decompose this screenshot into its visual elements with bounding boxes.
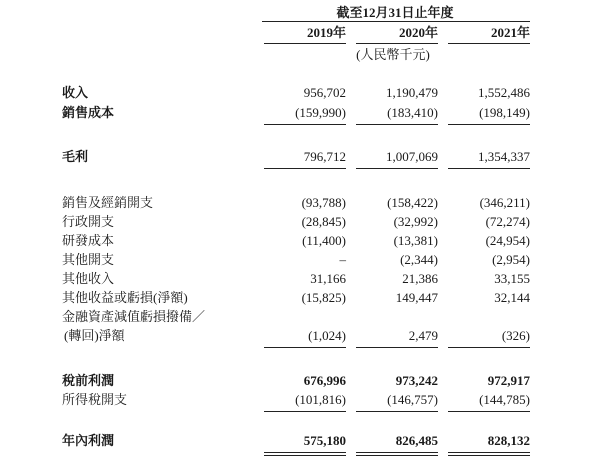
cell-other-income-2019: 31,166 bbox=[310, 271, 346, 286]
year-2020-header: 2020年 bbox=[398, 25, 438, 40]
row-label-gross-profit: 毛利 bbox=[62, 149, 89, 164]
total-double-rule bbox=[356, 452, 438, 453]
total-double-rule bbox=[264, 452, 346, 453]
cell-impairment-2019: (1,024) bbox=[308, 328, 346, 343]
row-label-profit-for-year: 年內利潤 bbox=[62, 433, 115, 448]
row-label-selling-distribution: 銷售及經銷開支 bbox=[62, 195, 154, 210]
row-label-admin: 行政開支 bbox=[62, 214, 115, 229]
row-label-other-income: 其他收入 bbox=[62, 271, 115, 286]
cell-admin-2020: (32,992) bbox=[393, 214, 438, 229]
cell-cost-of-sales-2019: (159,990) bbox=[295, 105, 346, 120]
subtotal-rule bbox=[356, 411, 438, 412]
unit-label: (人民幣千元) bbox=[356, 47, 430, 62]
cell-rnd-2019: (11,400) bbox=[302, 233, 346, 248]
cell-other-gains-2019: (15,825) bbox=[301, 290, 346, 305]
total-double-rule bbox=[264, 455, 346, 456]
period-header: 截至12月31日止年度 bbox=[336, 5, 454, 20]
year-underline bbox=[356, 43, 438, 44]
cell-rnd-2021: (24,954) bbox=[485, 233, 530, 248]
subtotal-rule bbox=[448, 168, 530, 169]
cell-tax-2021: (144,785) bbox=[479, 392, 530, 407]
cell-rnd-2020: (13,381) bbox=[393, 233, 438, 248]
cell-gross-profit-2019: 796,712 bbox=[303, 149, 346, 164]
subtotal-rule bbox=[448, 411, 530, 412]
row-label-other-gains-losses: 其他收益或虧損(淨額) bbox=[62, 290, 188, 305]
subtotal-rule bbox=[264, 168, 346, 169]
cell-revenue-2021: 1,552,486 bbox=[478, 85, 530, 100]
row-label-cost-of-sales: 銷售成本 bbox=[62, 105, 115, 120]
cell-selling-2020: (158,422) bbox=[387, 195, 438, 210]
subtotal-rule bbox=[356, 168, 438, 169]
cell-pbt-2021: 972,917 bbox=[487, 373, 530, 388]
cell-gross-profit-2021: 1,354,337 bbox=[478, 149, 530, 164]
year-underline bbox=[448, 43, 530, 44]
row-label-profit-before-tax: 稅前利潤 bbox=[62, 373, 115, 388]
cell-pbt-2020: 973,242 bbox=[395, 373, 438, 388]
total-double-rule bbox=[448, 455, 530, 456]
cell-other-income-2021: 33,155 bbox=[494, 271, 530, 286]
cell-selling-2021: (346,211) bbox=[479, 195, 530, 210]
cell-other-gains-2021: 32,144 bbox=[494, 290, 530, 305]
year-underline bbox=[264, 43, 346, 44]
row-label-impairment-line1: 金融資產減值虧損撥備／ bbox=[62, 309, 206, 324]
header-rule bbox=[262, 21, 530, 22]
cell-cost-of-sales-2020: (183,410) bbox=[387, 105, 438, 120]
cell-other-expenses-2020: (2,344) bbox=[400, 252, 438, 267]
row-label-impairment-line2: (轉回)淨額 bbox=[64, 328, 125, 343]
cell-admin-2021: (72,274) bbox=[485, 214, 530, 229]
subtotal-rule bbox=[448, 347, 530, 348]
subtotal-rule bbox=[264, 347, 346, 348]
cell-revenue-2020: 1,190,479 bbox=[386, 85, 438, 100]
cell-impairment-2020: 2,479 bbox=[408, 328, 438, 343]
cell-cost-of-sales-2021: (198,149) bbox=[479, 105, 530, 120]
cell-other-expenses-2019: – bbox=[339, 252, 346, 267]
cell-profit-2021: 828,132 bbox=[487, 433, 530, 448]
cell-pbt-2019: 676,996 bbox=[303, 373, 346, 388]
cell-revenue-2019: 956,702 bbox=[303, 85, 346, 100]
cell-profit-2020: 826,485 bbox=[395, 433, 438, 448]
subtotal-rule bbox=[356, 124, 438, 125]
row-label-income-tax: 所得稅開支 bbox=[62, 392, 128, 407]
year-2021-header: 2021年 bbox=[490, 25, 530, 40]
cell-impairment-2021: (326) bbox=[501, 328, 530, 343]
cell-other-expenses-2021: (2,954) bbox=[492, 252, 530, 267]
cell-other-income-2020: 21,386 bbox=[402, 271, 438, 286]
row-label-rnd: 研發成本 bbox=[62, 233, 115, 248]
total-double-rule bbox=[448, 452, 530, 453]
cell-gross-profit-2020: 1,007,069 bbox=[386, 149, 438, 164]
cell-other-gains-2020: 149,447 bbox=[395, 290, 438, 305]
row-label-other-expenses: 其他開支 bbox=[62, 252, 115, 267]
cell-admin-2019: (28,845) bbox=[301, 214, 346, 229]
cell-profit-2019: 575,180 bbox=[303, 433, 346, 448]
subtotal-rule bbox=[448, 124, 530, 125]
cell-selling-2019: (93,788) bbox=[301, 195, 346, 210]
cell-tax-2020: (146,757) bbox=[387, 392, 438, 407]
subtotal-rule bbox=[356, 347, 438, 348]
subtotal-rule bbox=[264, 411, 346, 412]
cell-tax-2019: (101,816) bbox=[295, 392, 346, 407]
total-double-rule bbox=[356, 455, 438, 456]
row-label-revenue: 收入 bbox=[62, 85, 89, 100]
year-2019-header: 2019年 bbox=[306, 25, 346, 40]
subtotal-rule bbox=[264, 124, 346, 125]
